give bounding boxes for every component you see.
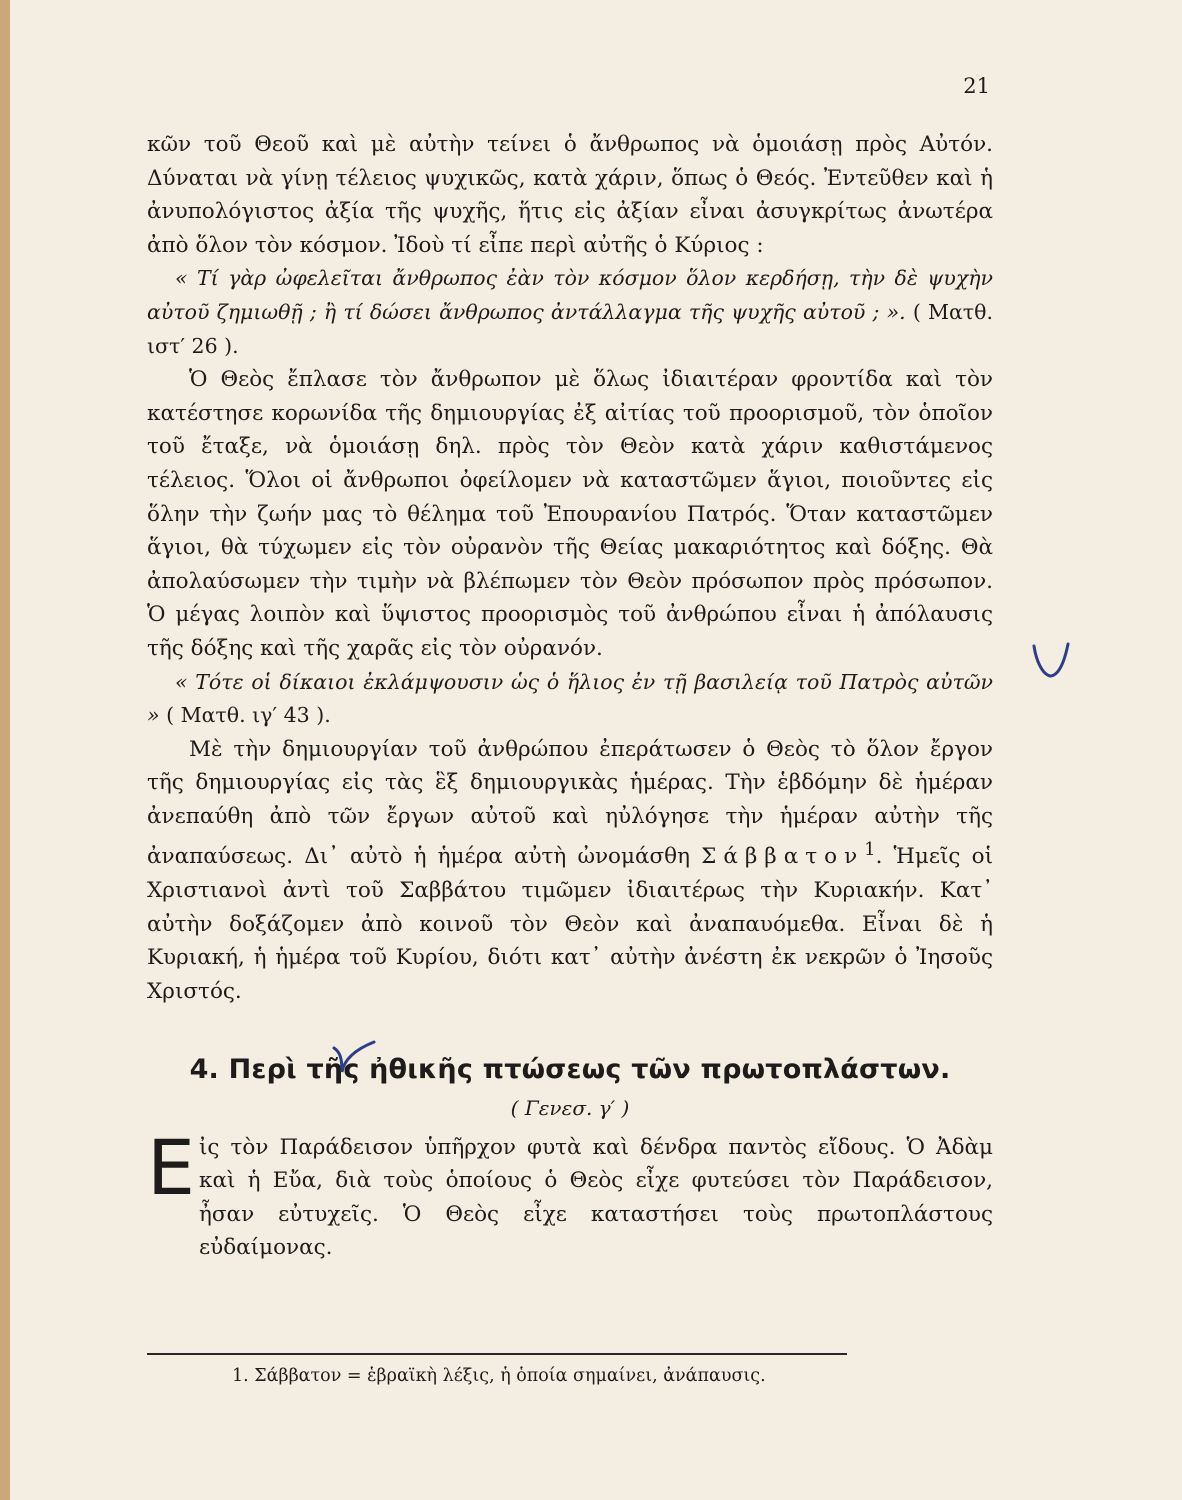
quote-2-text: « Τότε οἱ δίκαιοι ἐκλάμψουσιν ὡς ὁ ἥλιος ἐν τῇ βασιλείᾳ τοῦ Πατρὸς αὐτῶν »: [147, 669, 993, 728]
drop-cap: Ε: [147, 1122, 196, 1212]
quote-2-reference: ( Ματθ. ιγ′ 43 ).: [166, 703, 331, 728]
quote-2: [147, 666, 993, 733]
page-number: 21: [963, 74, 990, 98]
paragraph-1: κῶν τοῦ Θεοῦ καὶ μὲ αὐτὴν τείνει ὁ ἄνθρωπος νὰ ὁμοιάσῃ πρὸς Αὐτόν. Δύναται νὰ γίνῃ τέλειος ψυχικῶς, κατὰ χάριν, ὅπως ὁ Θεός. Ἐντεῦθεν καὶ ἡ ἀνυπολόγιστος ἀξία τῆς ψυχῆς, ἥτις εἰς ἀξίαν εἶναι ἀσυγκρίτως ἀνωτέρα ἀπὸ ὅλον τὸν κόσμον. Ἰδοὺ τί εἶπε περὶ αὐτῆς ὁ Κύριος :: [147, 132, 993, 258]
body-text: [147, 128, 993, 1265]
section-heading: 4. Περὶ τῆς ἠθικῆς πτώσεως τῶν πρωτοπλάστων.: [189, 1053, 951, 1085]
paragraph-4: [147, 1122, 993, 1265]
pencil-checkmark-margin-icon: [1028, 640, 1078, 696]
footnote-divider: [147, 1353, 847, 1355]
page-edge: [0, 0, 10, 1500]
footnote-marker[interactable]: 1: [864, 839, 876, 861]
quote-1-text: « Τί γὰρ ὠφελεῖται ἄνθρωπος ἐὰν τὸν κόσμον ὅλον κερδήσῃ, τὴν δὲ ψυχὴν αὐτοῦ ζημιωθῇ ; ἢ τί δώσει ἄνθρωπος ἀντάλλαγμα τῆς ψυχῆς αὐτοῦ ; ».: [147, 266, 993, 324]
paragraph-3-end: . Ἡμεῖς οἱ Χριστιανοὶ ἀντὶ τοῦ Σαββάτου τιμῶμεν ἰδιαιτέρως τὴν Κυριακήν. Κατ᾽ αὐτὴν δοξάζομεν ἀπὸ κοινοῦ τὸν Θεὸν καὶ ἀναπαυόμεθα. Εἶναι δὲ ἡ Κυριακή, ἡ ἡμέρα τοῦ Κυρίου, διότι κατ᾽ αὐτὴν ἀνέστη ἐκ νεκρῶν ὁ Ἰησοῦς Χριστός.: [147, 844, 993, 1004]
section-subheading: ( Γενεσ. γ′ ): [510, 1095, 630, 1120]
paragraph-2-text: Ὁ Θεὸς ἔπλασε τὸν ἄνθρωπον μὲ ὅλως ἰδιαιτέραν φροντίδα καὶ τὸν κατέστησε κορωνίδα τῆς δημιουργίας ἐξ αἰτίας τοῦ προορισμοῦ, τὸν ὁποῖον τοῦ ἔταξε, νὰ ὁμοιάσῃ δηλ. πρὸς τὸν Θεὸν κατὰ χάριν καθιστάμενος τέλειος. Ὅλοι οἱ ἄνθρωποι ὀφείλομεν νὰ καταστῶμεν ἅγιοι, ποιοῦντες εἰς ὅλην τὴν ζωήν μας τὸ θέλημα τοῦ Ἐπουρανίου Πατρός. Ὅταν καταστῶμεν ἅγιοι, θὰ τύχωμεν εἰς τὸν οὐρανὸν τῆς Θείας μακαριότητος καὶ δόξης. Θὰ ἀπολαύσωμεν τὴν τιμὴν νὰ βλέπωμεν τὸν Θεὸν πρόσωπον πρὸς πρόσωπον. Ὁ μέγας λοιπὸν καὶ ὕψιστος προορισμὸς τοῦ ἀνθρώπου εἶναι ἡ ἀπόλαυσις τῆς δόξης καὶ τῆς χαρᾶς εἰς τὸν οὐρανόν.: [147, 367, 993, 661]
quote-1-reference: ( Ματθ. ιστ′ 26 ).: [147, 299, 993, 358]
paragraph-4-text: ἰς τὸν Παράδεισον ὑπῆρχον φυτὰ καὶ δένδρα παντὸς εἴδους. Ὁ Ἀδὰμ καὶ ἡ Εὔα, διὰ τοὺς ὁποίους ὁ Θεὸς εἶχε φυτεύσει τὸν Παράδεισον, ἦσαν εὐτυχεῖς. Ὁ Θεὸς εἶχε καταστήσει τοὺς πρωτοπλάστους εὐδαίμονας.: [199, 1134, 993, 1261]
sabbath-word: Σάββατον: [701, 844, 865, 870]
paragraph-3-start: Μὲ τὴν δημιουργίαν τοῦ ἀνθρώπου ἐπεράτωσεν ὁ Θεὸς τὸ ὅλον ἔργον τῆς δημιουργίας εἰς τὰς ἓξ δημιουργικὰς ἡμέρας. Τὴν ἑβδόμην δὲ ἡμέραν ἀνεπαύθη ἀπὸ τῶν ἔργων αὐτοῦ καὶ ηὐλόγησε τὴν ἡμέραν αὐτὴν τῆς ἀναπαύσεως. Δι᾽ αὐτὸ ἡ ἡμέρα αὐτὴ ὠνομάσθη: [147, 736, 993, 870]
quote-1: [147, 262, 993, 363]
paragraph-3: [147, 733, 993, 1009]
footnote: 1. Σάββατον = ἑβραϊκὴ λέξις, ἡ ὁποία σημαίνει, ἀνάπαυσις.: [232, 1366, 766, 1386]
paragraph-2: [147, 363, 993, 665]
pencil-checkmark-text-icon: [330, 1038, 378, 1078]
